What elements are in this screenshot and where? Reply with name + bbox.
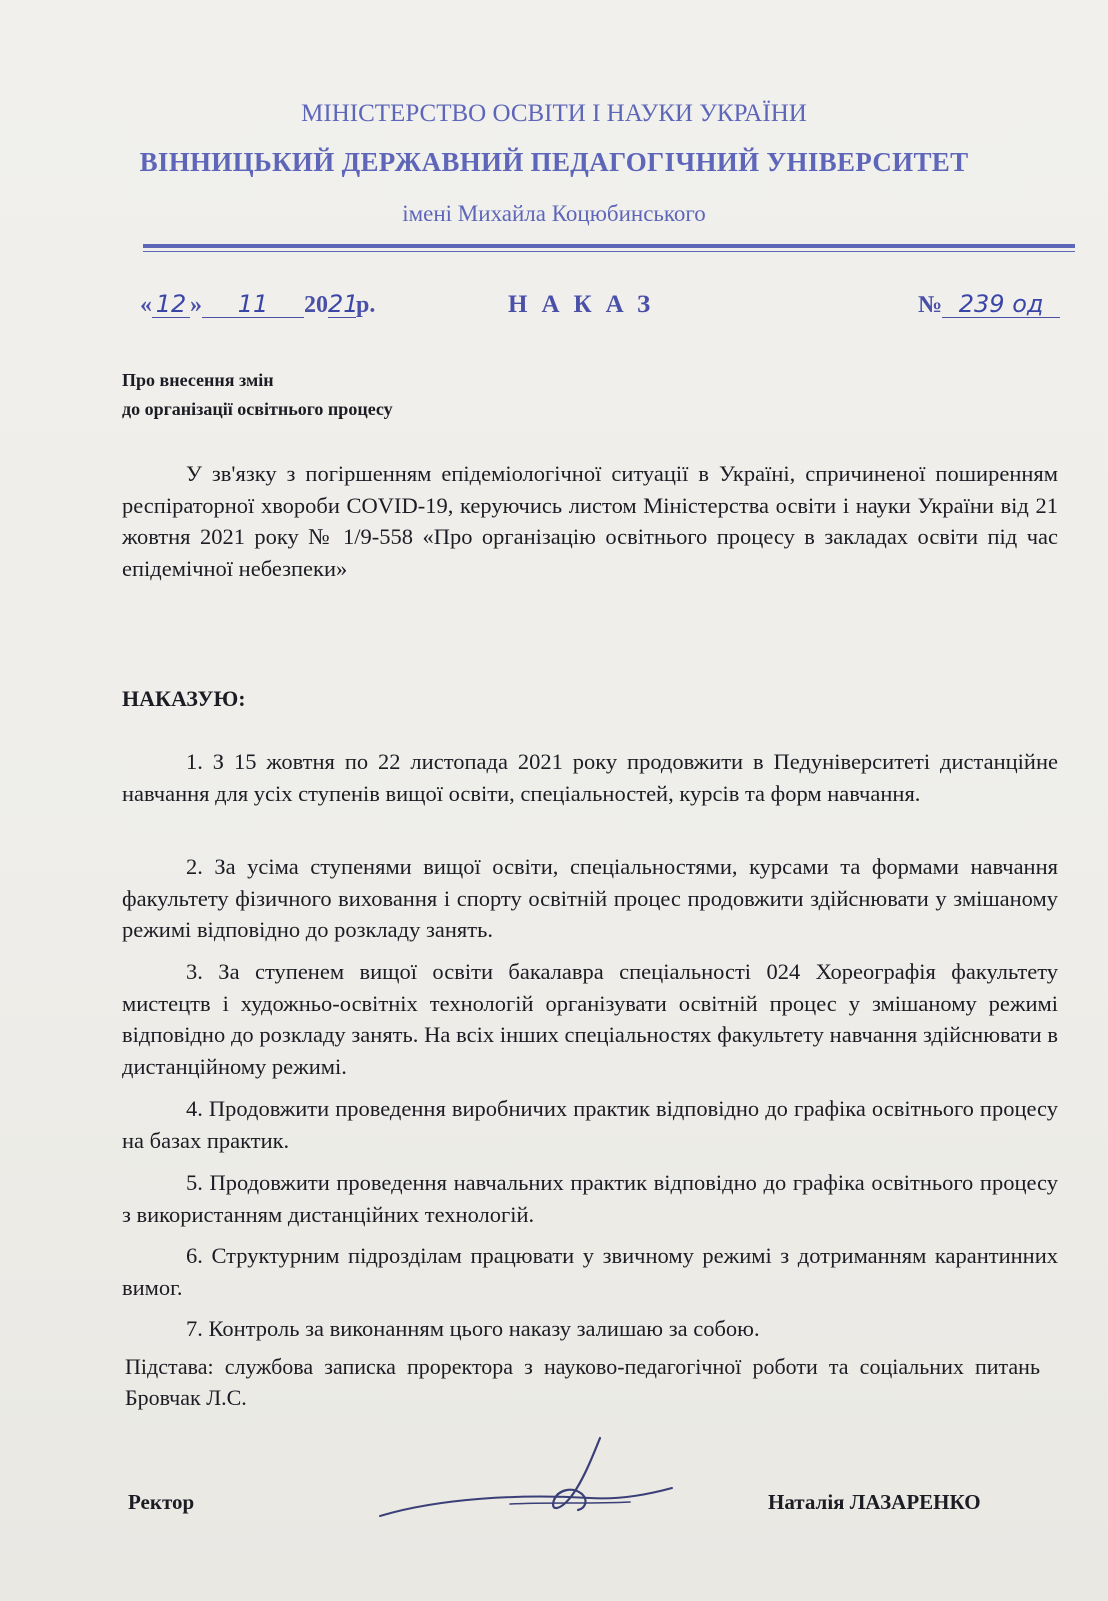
date-quote-close: » [190,292,202,318]
date-year-prefix: 20 [304,292,328,318]
date-year-handwritten: 21 [328,290,359,318]
order-item-3: 3. За ступенем вищої освіти бакалавра спеціальності 024 Хореографія факультету мистецтв і художньо-освітніх технологій організувати освітній процес у змішаному режимі відповідно до розкладу занять. На всіх інших спеціальностях факультету навчання здійснювати в дистанційному режимі. [122,959,1058,1079]
order-item-4: 4. Продовжити проведення виробничих практик відповідно до графіка освітнього процесу на базах практик. [122,1096,1058,1153]
order-item-6: 6. Структурним підрозділам працювати у звичному режимі з дотриманням карантинних вимог. [122,1243,1058,1300]
date-month-handwritten: 11 [202,291,304,318]
header-divider-thick [143,244,1075,248]
order-number-handwritten: 239 од [942,291,1060,318]
subject-line-1: Про внесення змін [122,370,274,390]
basis-paragraph: Підстава: службова записка проректора з науково-педагогічної роботи та соціальних питань Бровчак Л.С. [125,1354,1040,1410]
order-subject [122,366,393,424]
date-quote-open: « [140,292,152,318]
subject-line-2: до організації освітнього процесу [122,399,393,419]
header-divider-thin [143,251,1075,252]
date-day-handwritten: 12 [152,291,190,318]
orders-label: НАКАЗУЮ: [122,686,246,711]
handwritten-signature [360,1428,690,1538]
preamble-paragraph: У зв'язку з погіршенням епідеміологічної ситуації в Україні, спричиненої поширенням респіраторної хвороби COVID-19, керуючись листом Міністерства освіти і науки України від 21 жовтня 2021 року № 1/9-558 «Про організацію освітнього процесу в закладах освіти під час епідемічної небезпеки» [122,461,1058,581]
order-item-5: 5. Продовжити проведення навчальних практик відповідно до графіка освітнього процесу з використанням дистанційних технологій. [122,1170,1058,1227]
university-header: ВІННИЦЬКИЙ ДЕРЖАВНИЙ ПЕДАГОГІЧНИЙ УНІВЕРСИТЕТ [139,147,969,177]
order-date [140,291,375,319]
named-after-header: імені Михайла Коцюбинського [402,201,706,226]
order-item-2: 2. За усіма ступенями вищої освіти, спеціальностями, курсами та формами навчання факультету фізичного виховання і спорту освітній процес продовжити здійснювати у змішаному режимі відповідно до розкладу занять. [122,854,1058,942]
signatory-name: Наталія ЛАЗАРЕНКО [768,1490,981,1514]
date-year-abbr: р. [356,292,376,318]
order-item-7: 7. Контроль за виконанням цього наказу залишаю за собою. [186,1316,760,1341]
signatory-position: Ректор [128,1490,195,1514]
order-item-1: 1. З 15 жовтня по 22 листопада 2021 року продовжити в Педуніверситеті дистанційне навчання для усіх ступенів вищої освіти, спеціальностей, курсів та форм навчання. [122,749,1058,806]
order-number [918,291,1060,319]
ministry-header: МІНІСТЕРСТВО ОСВІТИ І НАУКИ УКРАЇНИ [301,100,807,127]
document-title: НАКАЗ [508,291,665,318]
number-symbol: № [918,292,943,318]
